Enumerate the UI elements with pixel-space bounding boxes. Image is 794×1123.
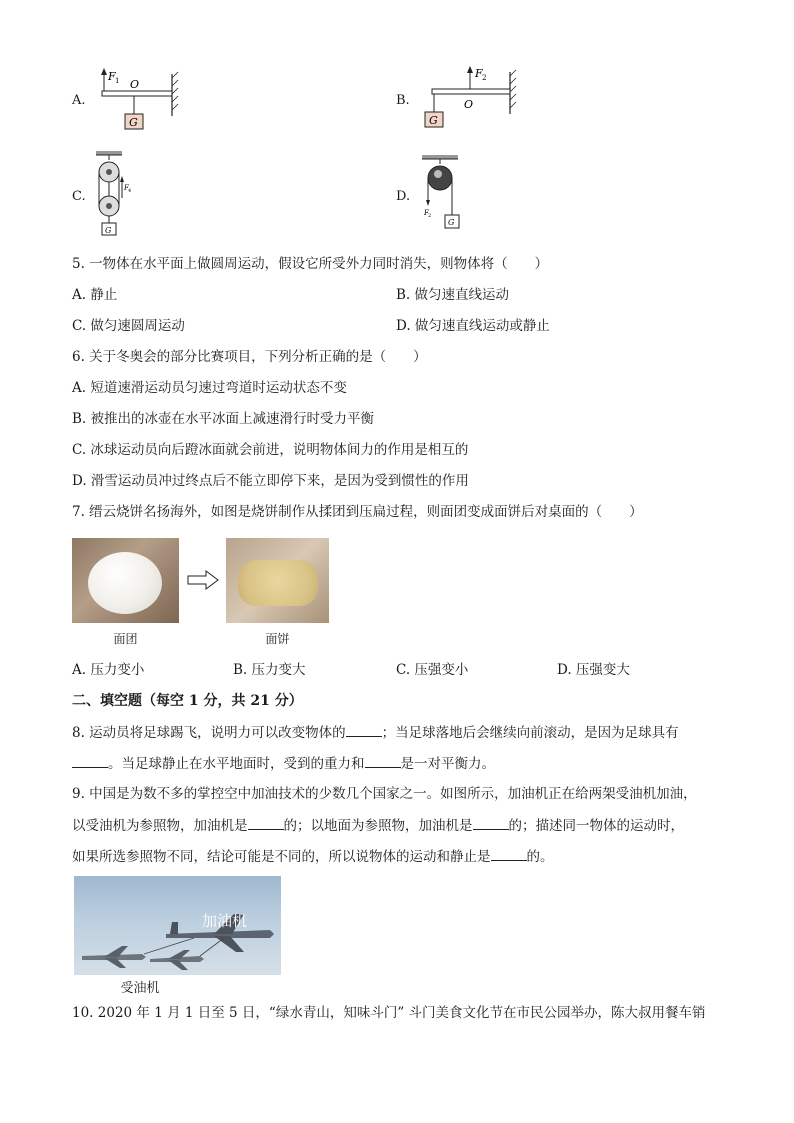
- force-f-label: F: [475, 67, 483, 80]
- force-subscript: 4: [128, 188, 132, 194]
- force-subscript: 1: [115, 77, 120, 85]
- dough-ball-photo: [72, 538, 179, 623]
- lever-diagram-b: [418, 64, 520, 132]
- aircraft-silhouettes: [74, 876, 281, 975]
- aerial-refueling-photo: [74, 876, 281, 975]
- question-7-stem: 7. 缙云烧饼名扬海外，如图是烧饼制作从揉团到压扁过程，则面团变成面饼后对桌面的（ ）: [72, 504, 643, 520]
- question-9-line-1: 9. 中国是为数不多的掌控空中加油技术的少数几个国家之一。如图所示，加油机正在给两架受油机加油，: [72, 786, 697, 802]
- force-f-label: F: [124, 184, 129, 192]
- receiver-caption: 受油机: [120, 981, 160, 996]
- q5-option-d: D. 做匀速直线运动或静止: [396, 318, 550, 334]
- q5-option-a: A. 静止: [72, 287, 118, 303]
- question-5-stem: 5. 一物体在水平面上做圆周运动，假设它所受外力同时消失，则物体将（ ）: [72, 256, 549, 272]
- question-8-line-1: [72, 723, 679, 742]
- answer-blank[interactable]: [365, 754, 401, 768]
- question-6-stem: 6. 关于冬奥会的部分比赛项目，下列分析正确的是（ ）: [72, 349, 427, 365]
- q9-text-3a: 如果所选参照物不同，结论可能是不同的，所以说物体的运动和静止是: [72, 849, 491, 865]
- q9-text-2b: 的；以地面为参照物，加油机是: [283, 818, 473, 834]
- q8-text-1a: 8. 运动员将足球踢飞，说明力可以改变物体的: [72, 725, 346, 741]
- force-subscript: 2: [428, 213, 432, 219]
- q6-option-b: B. 被推出的冰壶在水平冰面上减速滑行时受力平衡: [72, 411, 375, 427]
- force-subscript: 2: [482, 74, 487, 82]
- flat-cake-photo: [226, 538, 329, 623]
- question-9-line-3: [72, 847, 554, 866]
- weight-g-label: G: [429, 114, 438, 127]
- q9-text-3b: 的。: [526, 849, 554, 865]
- q9-text-2c: 的；描述同一物体的运动时，: [508, 818, 684, 834]
- question-8-line-2: [72, 754, 495, 773]
- option-d-label: D.: [396, 189, 411, 204]
- pivot-o-label: O: [130, 78, 140, 91]
- q7-option-a: A. 压力变小: [72, 662, 145, 678]
- answer-blank[interactable]: [473, 816, 509, 830]
- weight-g-label: G: [129, 116, 138, 129]
- question-9-line-2: [72, 816, 684, 835]
- section-2-title: 二、填空题（每空 1 分，共 21 分）: [72, 693, 303, 709]
- weight-g-label: G: [448, 218, 455, 227]
- dough-ball-caption: 面团: [113, 632, 138, 646]
- q8-text-2a: 。当足球静止在水平地面时，受到的重力和: [108, 756, 365, 772]
- right-arrow-icon: [186, 570, 220, 590]
- tanker-label: 加油机: [202, 912, 248, 930]
- option-b-label: B.: [396, 93, 410, 108]
- question-10-line-1: 10. 2020 年 1 月 1 日至 5 日，“绿水青山，知味斗门” 斗门美食文化节在市民公园举办，陈大叔用餐车销: [72, 1005, 706, 1021]
- q6-option-a: A. 短道速滑运动员匀速过弯道时运动状态不变: [72, 380, 347, 396]
- pulley-system-diagram-c: [92, 148, 138, 240]
- answer-blank[interactable]: [346, 723, 382, 737]
- q6-option-d: D. 滑雪运动员冲过终点后不能立即停下来，是因为受到惯性的作用: [72, 473, 469, 489]
- q7-option-d: D. 压强变大: [557, 662, 630, 678]
- q7-option-b: B. 压力变大: [233, 662, 306, 678]
- force-f-label: F: [108, 70, 116, 83]
- option-a-label: A.: [72, 93, 86, 108]
- pulley-diagram-d: [418, 152, 466, 234]
- q7-option-c: C. 压强变小: [396, 662, 469, 678]
- q6-option-c: C. 冰球运动员向后蹬冰面就会前进，说明物体间力的作用是相互的: [72, 442, 469, 458]
- option-c-label: C.: [72, 189, 86, 204]
- flat-cake-caption: 面饼: [265, 632, 290, 646]
- q9-text-2a: 以受油机为参照物，加油机是: [72, 818, 248, 834]
- answer-blank[interactable]: [491, 847, 527, 861]
- answer-blank[interactable]: [72, 754, 108, 768]
- lever-diagram-a: [92, 66, 184, 132]
- pivot-o-label: O: [464, 98, 474, 111]
- q5-option-b: B. 做匀速直线运动: [396, 287, 510, 303]
- q5-option-c: C. 做匀速圆周运动: [72, 318, 185, 334]
- q8-text-2b: 是一对平衡力。: [400, 756, 495, 772]
- q8-text-1b: ；当足球落地后会继续向前滚动，是因为足球具有: [381, 725, 679, 741]
- weight-g-label: G: [105, 226, 112, 235]
- answer-blank[interactable]: [248, 816, 284, 830]
- force-f-label: F: [424, 209, 429, 217]
